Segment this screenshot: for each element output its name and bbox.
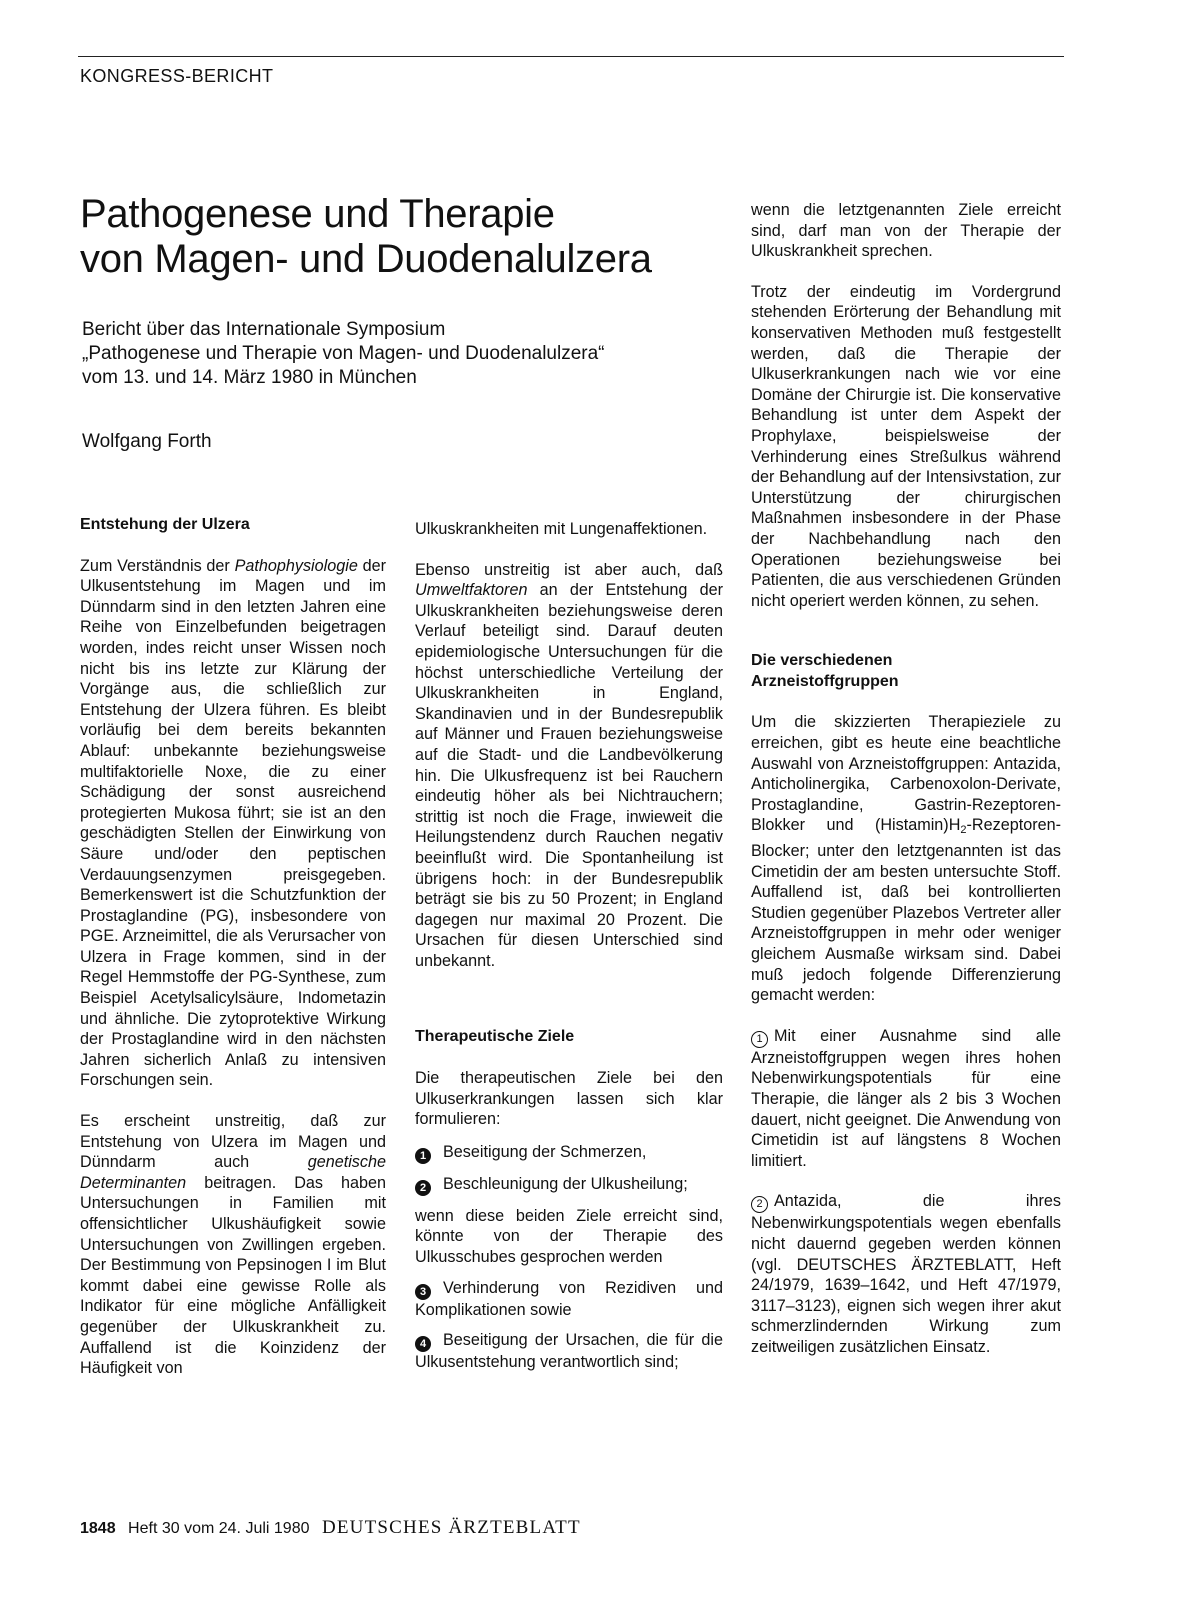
issue-info: Heft 30 vom 24. Juli 1980 — [128, 1520, 310, 1537]
text-run: Ebenso unstreitig ist aber auch, daß — [415, 560, 723, 579]
text-run: an der Entstehung der Ulkuskrankheiten beziehungsweise deren Verlauf beteiligt sind. Darauf deuten epidemiologische Untersuchungen für die höchst unterschiedliche Verteilung der Ulkuskrankheiten in England, Skandinavien und in der Bundesrepublik auf Männer und Frauen beziehungsweise auf die Stadt- und die Landbevölkerung hin. Die Ulkusfrequenz ist bei Rauchern eindeutig höher als bei Nichtrauchern; strittig ist noch die Frage, inwieweit die Heilungstendenz durch Rauchen negativ beeinflußt wird. Die Spontanheilung ist übrigens hoch: in der Bundesrepublik beträgt sie bis zu 50 Prozent; in England dagegen nur maximal 20 Prozent. Die Ursachen für diesen Unterschied sind unbekannt. — [415, 581, 723, 970]
column-3 — [751, 200, 1061, 1378]
paragraph: Trotz der eindeutig im Vordergrund stehenden Erörterung der Behandlung mit konservativen Methoden muß festgestellt werden, daß die Therapie der Ulkuserkrankungen nach wie vor eine Domäne der Chirurgie ist. Die konservative Behandlung ist unter dem Aspekt der Prophylaxe, beispielsweise der Verhinderung eines Streßulkus während der Behandlung auf der Intensivstation, zur Unterstützung der chirurgischen Maßnahmen insbesondere in der Phase der Nachbehandlung nach den Operationen beziehungsweise bei Patienten, die aus verschiedenen Gründen nicht operiert werden können, zu sehen. — [751, 282, 1061, 610]
emphasis: genetische Determinanten — [80, 1153, 386, 1192]
goal-item — [415, 1330, 723, 1373]
goal-item — [415, 1142, 723, 1164]
subtitle-line: Bericht über das Internationale Symposium — [82, 319, 446, 340]
section-heading — [751, 651, 1061, 692]
goal-item — [415, 1174, 723, 1196]
page-footer — [80, 1517, 581, 1539]
section-label: KONGRESS-BERICHT — [80, 66, 274, 86]
article-title — [80, 192, 730, 282]
point-text: Mit einer Ausnahme sind alle Arzneistoffgruppen wegen ihres hohen Nebenwirkungspotentials für eine Therapie, die länger als 2 bis 3 Wochen dauert, nicht geeignet. Die Anwendung von Cimetidin ist auf längstens 8 Wochen limitiert. — [751, 1026, 1061, 1170]
section-heading: Entstehung der Ulzera — [80, 516, 250, 533]
heading-line: Die verschiedenen — [751, 652, 893, 670]
header-rule — [78, 56, 1064, 57]
number-bullet-icon: 2 — [415, 1180, 431, 1196]
text-run: Zum Verständnis der — [80, 556, 235, 575]
subscript: 2 — [960, 824, 967, 837]
text-run: Um die skizzierten Therapieziele zu erreichen, gibt es heute eine beachtliche Auswahl von Arzneistoffgruppen: Antazida, Anticholinergika, Carbenoxolon-Derivate, Prostaglandine, Gastrin-Rezeptoren-Blokker und (Histamin)H — [751, 713, 1061, 835]
point-text: Antazida, die ihres Nebenwirkungspotentials wegen ebenfalls nicht dauernd gegeben werden können (vgl. DEUTSCHES ÄRZTEBLATT, Heft 24/1979, 1639–1642, und Heft 47/1979, 3117–3123), eignen sich wegen ihrer akut schmerzlindernden Wirkung zum zeitweiligen zusätzlichen Einsatz. — [751, 1192, 1061, 1356]
title-line: Pathogenese und Therapie — [80, 192, 555, 236]
numbered-point — [751, 1191, 1061, 1357]
goal-text: Beschleunigung der Ulkusheilung; — [443, 1174, 688, 1193]
goal-text: Beseitigung der Ursachen, die für die Ulkusentstehung verantwortlich sind; — [415, 1331, 723, 1372]
circled-number-icon: 2 — [751, 1196, 768, 1213]
journal-name: DEUTSCHES ÄRZTEBLATT — [321, 1517, 581, 1538]
text-run: beitragen. Das haben Untersuchungen in Familien mit offensichtlicher Ulkushäufigkeit sowie Untersuchungen von Zwillingen ergeben. Der Bestimmung von Pepsinogen I im Blut kommt dabei eine gewisse Rolle als Indikator für eine mögliche Anfälligkeit gegenüber der Ulkuskrankheit zu. Auffallend ist die Koinzidenz der Häufigkeit von — [80, 1173, 386, 1378]
paragraph — [80, 556, 386, 1091]
emphasis: Pathophysiologie — [234, 556, 358, 575]
text-run: Es erscheint unstreitig, daß zur Entstehung von Ulzera im Magen und Dünndarm auch — [80, 1112, 386, 1172]
numbered-point — [751, 1026, 1061, 1172]
goal-text: Beseitigung der Schmerzen, — [443, 1142, 647, 1161]
paragraph — [751, 712, 1061, 1005]
text-run: -Rezeptoren-Blocker; unter den letztgenannten ist das Cimetidin der am besten untersuchte Stoff. Auffallend ist, daß bei kontrollierten Studien gegenüber Plazebos Vertreter aller Arzneistoffgruppen in mehr oder weniger gleichem Ausmaße wirksam sind. Dabei muß jedoch folgende Differenzierung gemacht werden: — [751, 816, 1061, 1005]
heading-line: Arzneistoffgruppen — [751, 672, 899, 690]
number-bullet-icon: 1 — [415, 1148, 431, 1164]
text-run: der Ulkusentstehung im Magen und im Dünndarm sind in den letzten Jahren eine Reihe von Einzelbefunden beigetragen worden, indes reicht unser Wissen noch nicht bis ins letzte zur Klärung der Vorgänge aus, die schließlich zur Entstehung der Ulzera führen. Es bleibt vorläufig bei dem bereits bekannten Ablauf: unbekannte beziehungsweise multifaktorielle Noxe, die zu einer Schädigung der sonst ausreichend protegierten Mukosa führt; sie ist an den geschädigten Stellen der Einwirkung von Säure und/oder den peptischen Verdauungsenzymen preisgegeben. Bemerkenswert ist die Schutzfunktion der Prostaglandine (PG), insbesondere von PGE. Arzneimittel, die als Verursacher von Ulzera in Frage kommen, sind in der Regel Hemmstoffe der PG-Synthese, zum Beispiel Acetylsalicylsäure, Indometazin und ähnliche. Die zytoprotektive Wirkung der Prostaglandine wird in den nächsten Jahren sicherlich Anlaß zu intensiven Forschungen sein. — [80, 556, 386, 1090]
article-subtitle — [82, 318, 742, 390]
section-heading: Therapeutische Ziele — [415, 1028, 575, 1046]
paragraph: Die therapeutischen Ziele bei den Ulkuserkrankungen lassen sich klar formulieren: — [415, 1069, 723, 1129]
paragraph — [80, 1111, 386, 1379]
goal-text: Verhinderung von Rezidiven und Komplikationen sowie — [415, 1278, 723, 1319]
number-bullet-icon: 4 — [415, 1336, 431, 1352]
paragraph: Ulkuskrankheiten mit Lungenaffektionen. — [415, 520, 708, 538]
paragraph: wenn diese beiden Ziele erreicht sind, könnte von der Therapie des Ulkusschubes gesprochen werden — [415, 1206, 723, 1267]
paragraph: wenn die letztgenannten Ziele erreicht sind, darf man von der Therapie der Ulkuskrankheit sprechen. — [751, 201, 1061, 261]
number-bullet-icon: 3 — [415, 1284, 431, 1300]
goal-item — [415, 1278, 723, 1321]
subtitle-line: „Pathogenese und Therapie von Magen- und Duodenalulzera“ — [82, 343, 605, 364]
subtitle-line: vom 13. und 14. März 1980 in München — [82, 367, 417, 388]
author-name: Wolfgang Forth — [82, 431, 212, 452]
column-1 — [80, 515, 386, 1399]
paragraph — [415, 560, 723, 972]
column-2 — [415, 519, 723, 1383]
page-number: 1848 — [80, 1520, 116, 1537]
circled-number-icon: 1 — [751, 1031, 768, 1048]
emphasis: Umweltfaktoren — [415, 581, 528, 600]
title-line: von Magen- und Duodenalulzera — [80, 237, 652, 281]
